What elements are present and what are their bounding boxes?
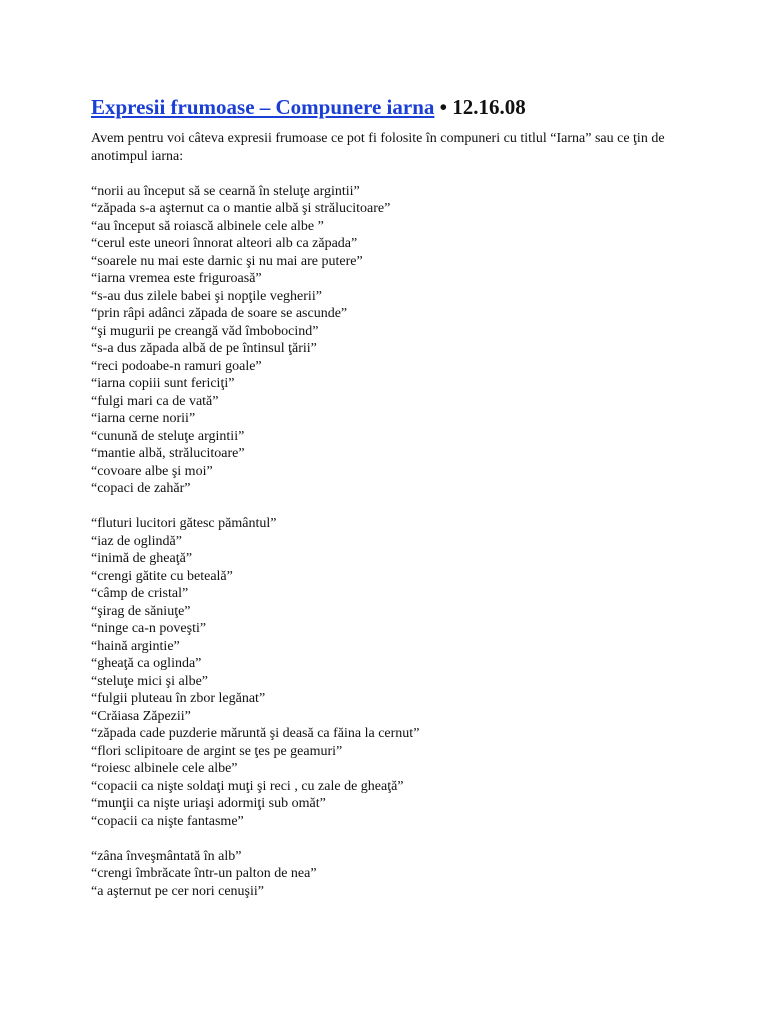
phrase-line: “haină argintie” <box>91 638 180 654</box>
phrase-line: “inimă de gheaţă” <box>91 551 193 566</box>
phrase-line: “covoare albe şi moi” <box>91 463 213 479</box>
phrase-group <box>91 183 691 498</box>
phrase-line: “copacii ca nişte fantasme” <box>91 813 244 829</box>
phrase-line: “prin râpi adânci zăpada de soare se ascunde” <box>91 306 348 321</box>
phrase-group <box>91 848 691 901</box>
phrase-line: “fulgii pluteau în zbor legănat” <box>91 691 266 706</box>
phrase-line: “crengi îmbrăcate într-un palton de nea” <box>91 866 317 881</box>
phrase-line: “s-au dus zilele babei şi nopţile vegherii” <box>91 288 322 304</box>
phrase-line: “au început să roiască albinele cele albe ” <box>91 218 324 234</box>
post-date: 12.16.08 <box>452 95 526 119</box>
phrase-line: “câmp de cristal” <box>91 586 189 601</box>
phrase-line: “roiesc albinele cele albe” <box>91 761 238 776</box>
phrase-line: “zăpada s-a aşternut ca o mantie albă şi strălucitoare” <box>91 201 391 216</box>
phrase-line: “reci podoabe-n ramuri goale” <box>91 358 262 374</box>
post-heading <box>91 92 691 122</box>
phrase-line: “Crăiasa Zăpezii” <box>91 708 191 724</box>
phrase-line: “ninge ca-n poveşti” <box>91 621 207 636</box>
article <box>91 92 691 918</box>
phrase-line: “s-a dus zăpada albă de pe întinsul ţării” <box>91 341 317 356</box>
phrase-line: “zăpada cade puzderie măruntă şi deasă ca făina la cernut” <box>91 726 420 741</box>
phrase-line: “steluţe mici şi albe” <box>91 673 209 689</box>
phrase-line: “norii au început să se cearnă în steluţe argintii” <box>91 183 360 199</box>
phrase-line: “şirag de săniuţe” <box>91 603 191 619</box>
phrase-line: “cunună de steluţe argintii” <box>91 428 245 444</box>
phrase-line: “munţii ca nişte uriaşi adormiţi sub omăt” <box>91 796 326 811</box>
phrase-line: “fulgi mari ca de vată” <box>91 393 219 409</box>
phrase-line: “iaz de oglindă” <box>91 533 182 549</box>
phrase-line: “fluturi lucitori gătesc pământul” <box>91 516 277 531</box>
phrase-line: “iarna vremea este friguroasă” <box>91 271 262 286</box>
phrase-line: “soarele nu mai este darnic şi nu mai are putere” <box>91 253 363 269</box>
phrase-group <box>91 515 691 830</box>
phrase-line: “şi mugurii pe creangă văd îmbobocind” <box>91 323 319 339</box>
phrase-line: “cerul este uneori înnorat alteori alb ca zăpada” <box>91 236 358 251</box>
phrase-line: “flori sclipitoare de argint se ţes pe geamuri” <box>91 743 343 759</box>
phrase-line: “a aşternut pe cer nori cenuşii” <box>91 883 264 899</box>
phrase-list <box>91 183 691 901</box>
phrase-line: “copacii ca nişte soldaţi muţi şi reci , cu zale de gheaţă” <box>91 778 404 794</box>
phrase-line: “zâna înveşmântată în alb” <box>91 848 242 864</box>
separator-bullet: • <box>439 95 447 119</box>
phrase-line: “mantie albă, strălucitoare” <box>91 446 245 461</box>
phrase-line: “gheaţă ca oglinda” <box>91 656 202 671</box>
phrase-line: “iarna copiii sunt fericiţi” <box>91 376 235 391</box>
phrase-line: “copaci de zahăr” <box>91 481 191 496</box>
phrase-line: “crengi gătite cu beteală” <box>91 568 233 584</box>
phrase-line: “iarna cerne norii” <box>91 411 196 426</box>
post-title-link[interactable]: Expresii frumoase – Compunere iarna <box>91 95 435 119</box>
intro-paragraph: Avem pentru voi câteva expresii frumoase ce pot fi folosite în compuneri cu titlul “Iarna” sau ce ţin de anotimpul iarna: <box>91 131 665 164</box>
